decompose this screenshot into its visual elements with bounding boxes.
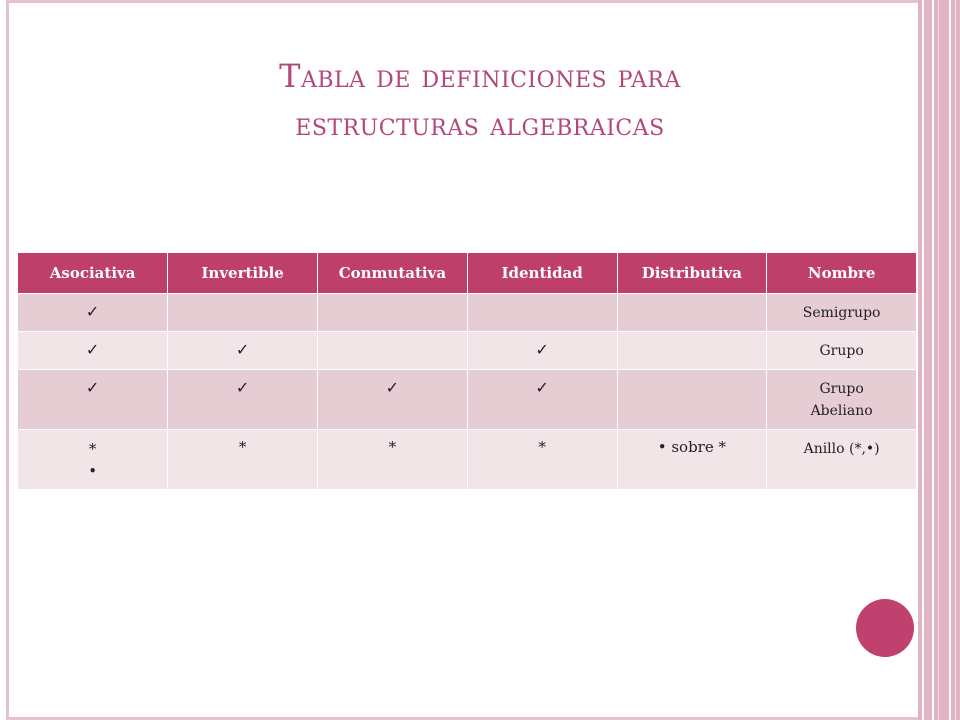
cell-nombre xyxy=(767,369,917,429)
structures-table xyxy=(18,253,917,489)
cell-distributiva xyxy=(617,331,767,369)
cell-invertible: ✓ xyxy=(168,331,318,369)
cell-identidad: ✓ xyxy=(467,331,617,369)
cell-nombre: Anillo (*,•) xyxy=(767,429,917,489)
cell-invertible: * xyxy=(168,429,318,489)
cell-asociativa-line2: • xyxy=(88,461,98,480)
cell-invertible: ✓ xyxy=(168,369,318,429)
cell-asociativa: ✓ xyxy=(18,369,168,429)
header-asociativa: Asociativa xyxy=(18,253,168,293)
cell-distributiva: • sobre * xyxy=(617,429,767,489)
cell-distributiva xyxy=(617,369,767,429)
slide-title-line2: estructuras algebraicas xyxy=(295,105,665,143)
table-row-grupo xyxy=(18,331,917,369)
frame-left-border xyxy=(6,0,9,720)
frame-top-border xyxy=(6,0,920,3)
cell-conmutativa xyxy=(318,293,468,331)
cell-nombre-line1: Grupo xyxy=(819,380,864,397)
band-stripe xyxy=(955,0,956,720)
cell-conmutativa xyxy=(318,331,468,369)
band-stripe xyxy=(922,0,924,720)
table-row-semigrupo xyxy=(18,293,917,331)
band-stripe xyxy=(938,0,939,720)
header-identidad: Identidad xyxy=(467,253,617,293)
header-conmutativa: Conmutativa xyxy=(318,253,468,293)
cell-conmutativa: ✓ xyxy=(318,369,468,429)
right-decorative-band xyxy=(918,0,960,720)
cell-nombre: Semigrupo xyxy=(767,293,917,331)
header-nombre: Nombre xyxy=(767,253,917,293)
table-row-anillo xyxy=(18,429,917,489)
cell-asociativa: ✓ xyxy=(18,331,168,369)
cell-conmutativa: * xyxy=(318,429,468,489)
decorative-circle xyxy=(856,599,914,657)
header-invertible: Invertible xyxy=(168,253,318,293)
cell-asociativa-line1: * xyxy=(88,439,97,458)
cell-asociativa: ✓ xyxy=(18,293,168,331)
band-stripe xyxy=(932,0,934,720)
cell-asociativa xyxy=(18,429,168,489)
table-header-row xyxy=(18,253,917,293)
cell-identidad xyxy=(467,293,617,331)
band-stripe xyxy=(949,0,951,720)
header-distributiva: Distributiva xyxy=(617,253,767,293)
cell-nombre: Grupo xyxy=(767,331,917,369)
table-row-grupo-abeliano xyxy=(18,369,917,429)
slide-title xyxy=(60,52,900,148)
cell-identidad: * xyxy=(467,429,617,489)
cell-distributiva xyxy=(617,293,767,331)
cell-identidad: ✓ xyxy=(467,369,617,429)
cell-nombre-line2: Abeliano xyxy=(810,402,873,419)
cell-invertible xyxy=(168,293,318,331)
slide-title-line1: Tabla de definiciones para xyxy=(279,57,681,95)
